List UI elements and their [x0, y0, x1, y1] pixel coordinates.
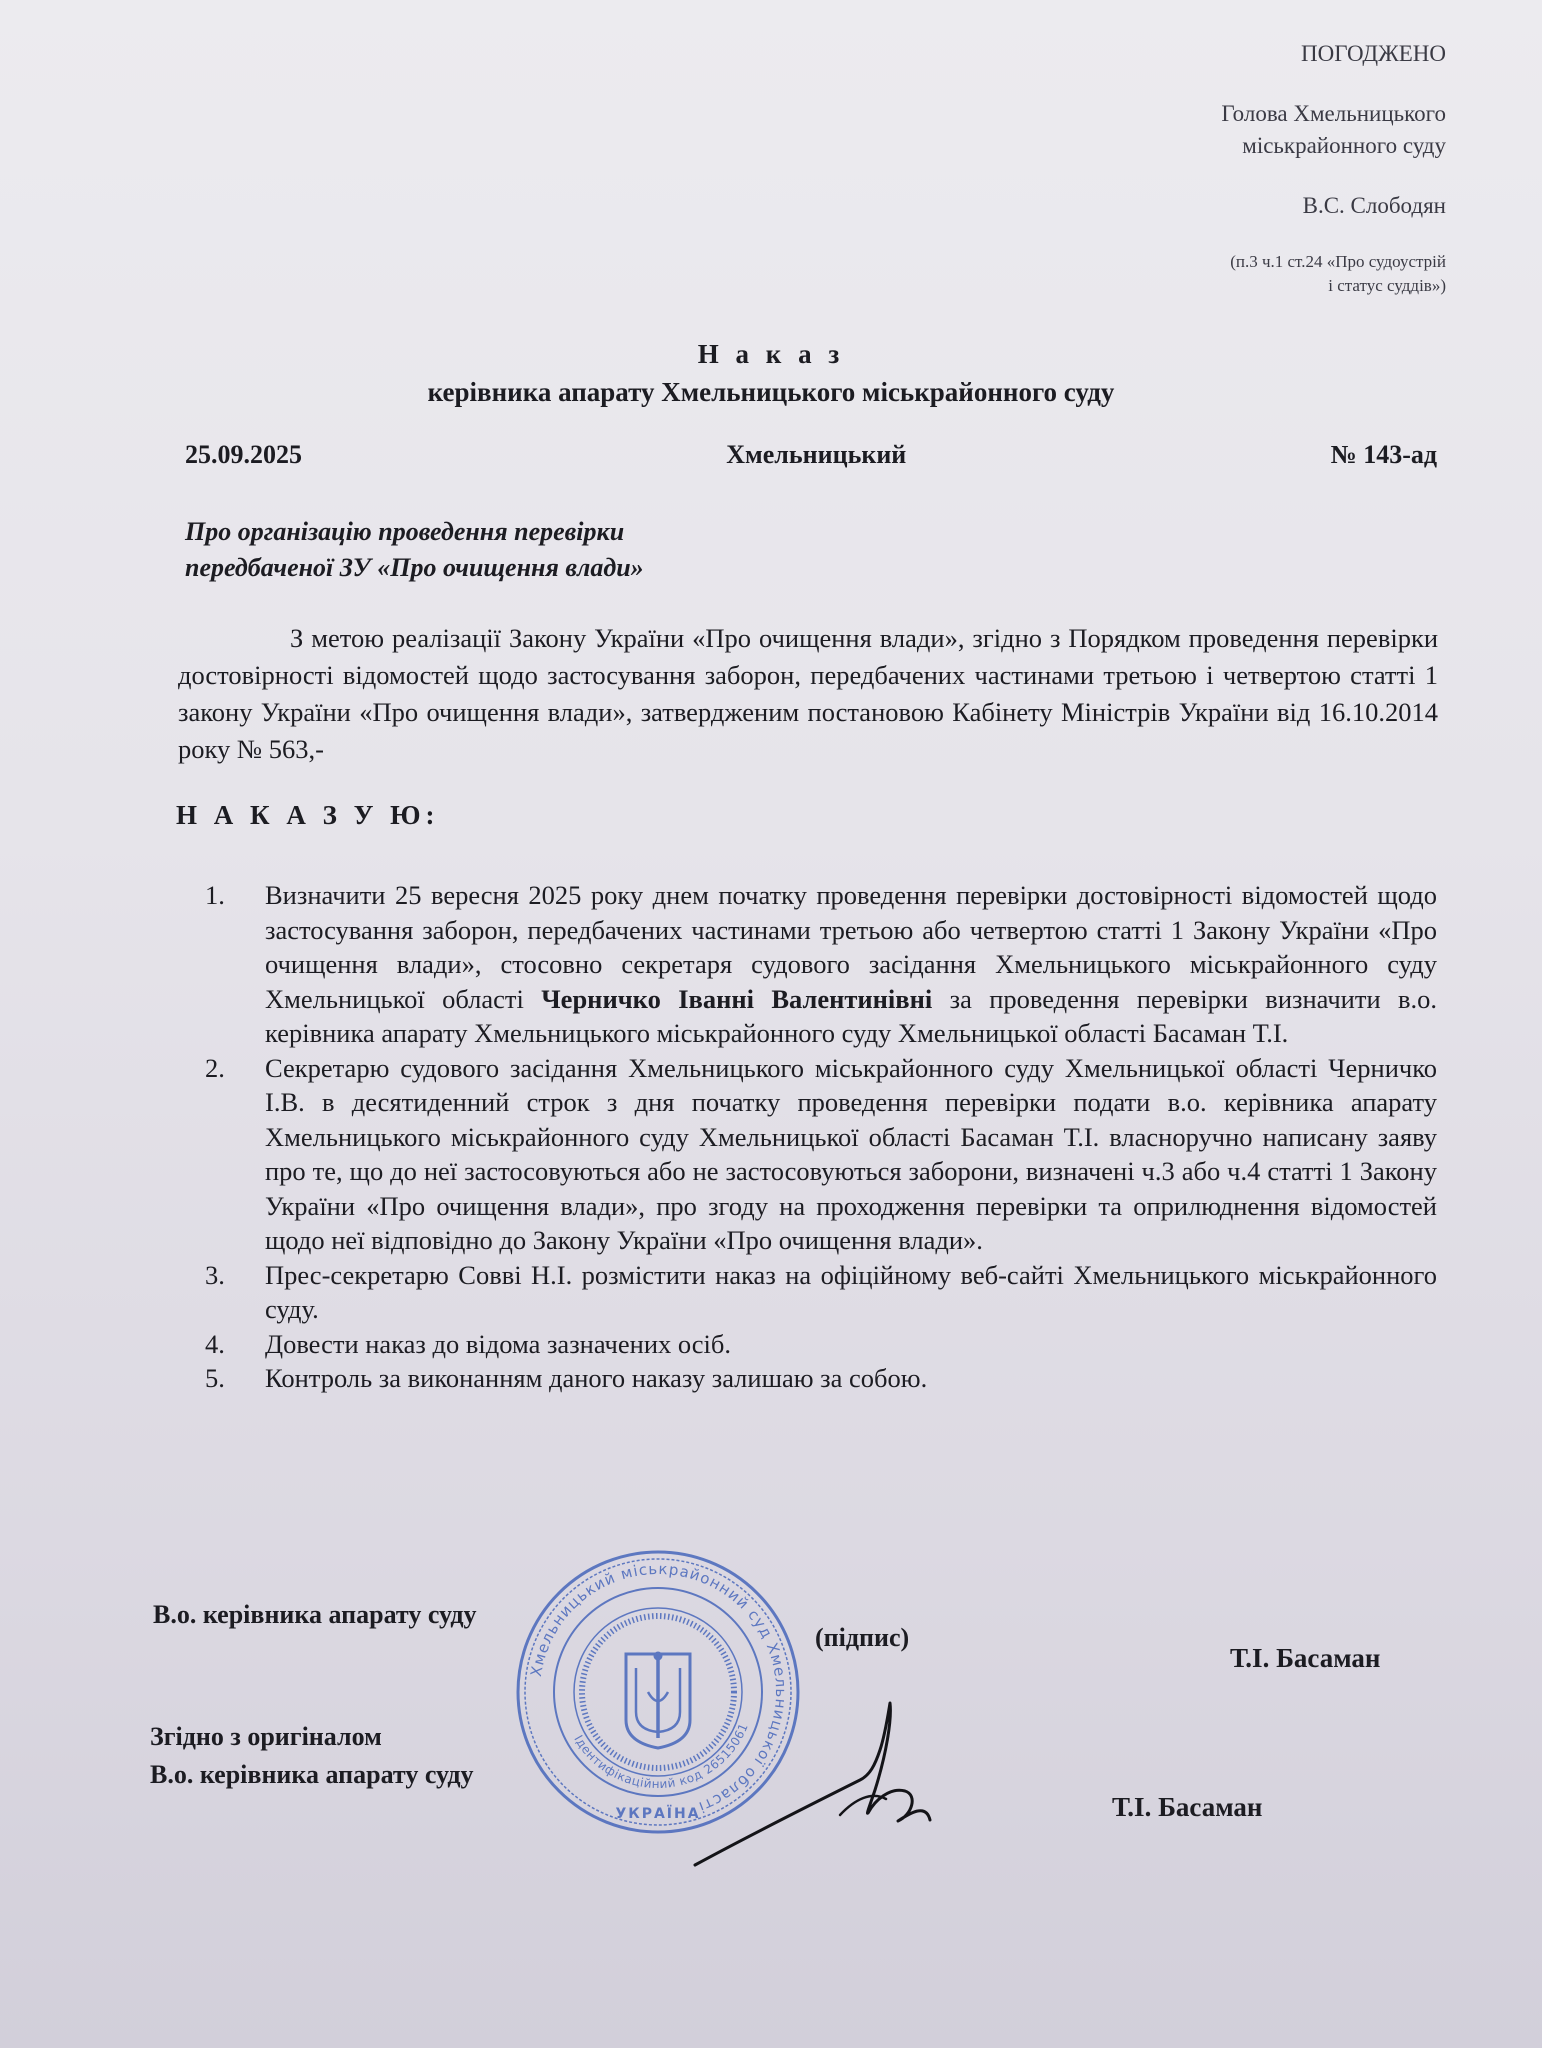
item-number: 1.: [205, 880, 225, 910]
approval-name: В.С. Слободян: [1302, 193, 1446, 218]
document-date: 25.09.2025: [185, 440, 302, 469]
stamp-country: УКРАЇНА: [615, 1806, 701, 1822]
copy-certification: [150, 1718, 474, 1794]
handwritten-signature: [690, 1695, 940, 1875]
item-text: Прес-секретарю Совві Н.І. розмістити наказ на офіційному веб-сайті Хмельницького міськрайонного суду.: [265, 1259, 1437, 1324]
approval-ref-line1: (п.3 ч.1 ст.24 «Про судоустрій: [1230, 252, 1446, 271]
item-number: 2.: [205, 1052, 225, 1083]
order-items-list: [205, 878, 1437, 1396]
item-number: 4.: [205, 1328, 225, 1359]
item-text: [265, 878, 1437, 1051]
document-city: Хмельницький: [726, 440, 907, 469]
item-text: Секретарю судового засідання Хмельницького міськрайонного суду Хмельницької області Черничко І.В. в десятиденний строк з дня початку проведення перевірки подати в.о. керівника апарату Хмельницького міськрайонного суду Хмельницької області Басаман Т.І. власноручно написану заяву про те, що до неї застосовуються або не застосовуються заборони, визначені ч.3 або ч.4 статті 1 Закону України «Про очищення влади», про згоду на проходження перевірки та оприлюднення відомостей щодо неї відповідно до Закону України «Про очищення влади».: [265, 1052, 1437, 1255]
signer-name: Т.І. Басаман: [1230, 1643, 1381, 1673]
subject-line1: Про організацію проведення перевірки: [185, 517, 625, 546]
document-subject: [185, 514, 644, 586]
trident-emblem-icon: [626, 1653, 690, 1748]
list-item: [205, 1051, 1437, 1258]
certifier-name: Т.І. Басаман: [1112, 1792, 1263, 1822]
item-text-part: за проведення перевірки визначити в.о. керівника апарату Хмельницького міськрайонного суду Хмельницької області Басаман Т.І.: [265, 983, 1437, 1048]
title-line2: керівника апарату Хмельницького міськрайонного суду: [427, 377, 1115, 407]
copy-line1: Згідно з оригіналом: [150, 1722, 382, 1751]
meta-row: [185, 440, 1437, 470]
list-item: [205, 1361, 1437, 1396]
approval-block: [1221, 38, 1446, 298]
title-line1: Н а к а з: [697, 339, 845, 369]
item-number: 3.: [205, 1259, 225, 1290]
stamp-ring-text: Хмельницький міськрайонний суд Хмельницької області: [526, 1559, 791, 1817]
document-number: № 143-ад: [1330, 440, 1437, 469]
signature-mark: (підпис): [815, 1623, 910, 1652]
order-heading: Н А К А З У Ю:: [176, 800, 440, 830]
approval-position-line1: Голова Хмельницького: [1221, 101, 1446, 126]
item-text-bold: Черничко Іванні Валентинівні: [541, 983, 933, 1014]
item-text: Контроль за виконанням даного наказу залишаю за собою.: [265, 1363, 928, 1393]
list-item: [205, 878, 1437, 1051]
list-item: [205, 1258, 1437, 1327]
approval-position-line2: міськрайонного суду: [1242, 133, 1446, 158]
list-item: [205, 1327, 1437, 1362]
signer-role: В.о. керівника апарату суду: [153, 1600, 477, 1629]
item-text-part: Визначити 25 вересня 2025 року днем початку проведення перевірки достовірності відомостей щодо застосування заборон, передбачених частинами третьою або четвертою статті 1 Закону України «Про очищення влади», стосовно секретаря судового засідання Хмельницького міськрайонного суду Хмельницької області: [265, 880, 1437, 1014]
item-text: Довести наказ до відома зазначених осіб.: [265, 1328, 732, 1359]
approval-heading: ПОГОДЖЕНО: [1301, 41, 1446, 66]
document-title: [0, 335, 1542, 411]
item-number: 5.: [205, 1363, 225, 1393]
preamble-paragraph: З метою реалізації Закону України «Про очищення влади», згідно з Порядком проведення перевірки достовірності відомостей щодо застосування заборон, передбачених частинами третьою і четвертою статті 1 закону України «Про очищення влади», затвердженим постановою Кабінету Міністрів України від 16.10.2014 року № 563,-: [178, 623, 1438, 764]
subject-line2: передбаченої ЗУ «Про очищення влади»: [185, 553, 644, 582]
stamp-code-text: Ідентифікаційний код 26515061: [571, 1720, 751, 1792]
approval-ref-line2: і статус суддів»): [1328, 276, 1446, 295]
copy-line2: В.о. керівника апарату суду: [150, 1760, 474, 1789]
